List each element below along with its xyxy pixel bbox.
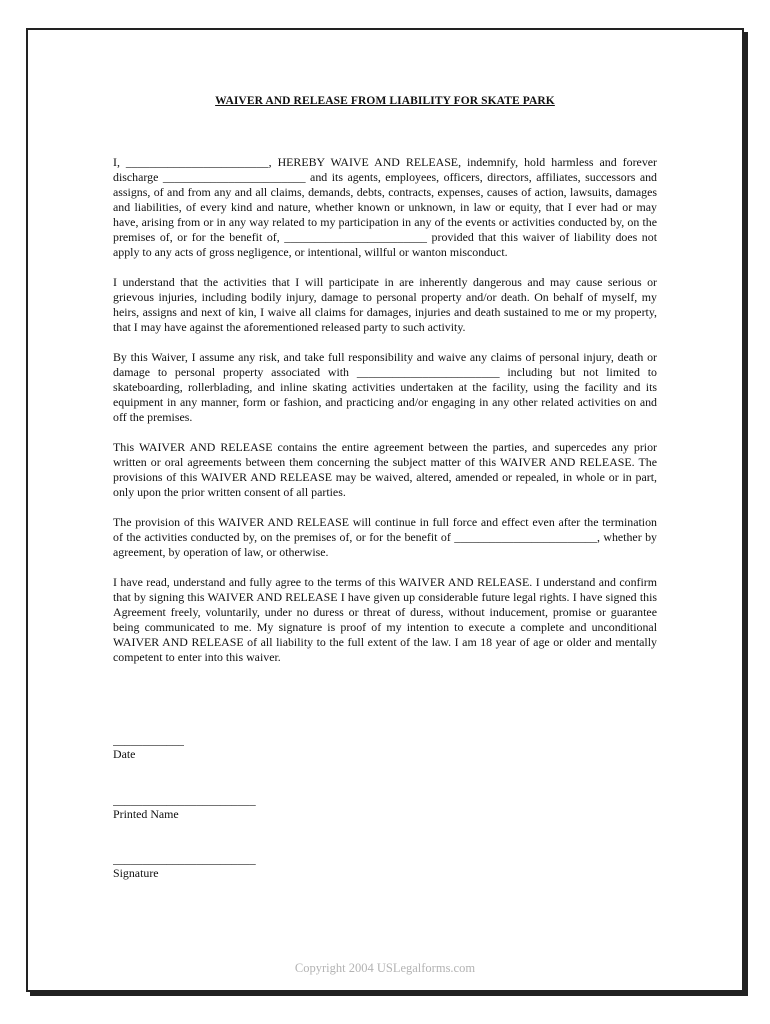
signature-line[interactable]: ________________________ bbox=[113, 852, 256, 866]
paragraph-risk-understanding: I understand that the activities that I will participate in are inherently dangerous and may cause serious or grievous injuries, including bodily injury, damage to personal property and/or death. On behalf of myself, my heirs, assigns and next of kin, I waive all claims for damages, injuries and death sustained to me or my property, that I may have against the aforementioned released party to such activity. bbox=[113, 275, 657, 334]
paragraph-entire-agreement: This WAIVER AND RELEASE contains the entire agreement between the parties, and supercedes any prior written or oral agreements between them concerning the subject matter of this WAIVER AND RELEASE. The provisions of this WAIVER AND RELEASE may be waived, altered, amended or repealed, in whole or in part, only upon the prior written consent of all parties. bbox=[113, 440, 657, 499]
paragraph-assumption-of-risk: By this Waiver, I assume any risk, and take full responsibility and waive any claims of personal injury, death or damage to personal property associated with ________________________ including but not limited to skateboarding, rollerblading, and inline skating activities undertaken at the facility, using the facility and its equipment in any manner, form or fashion, and practicing and/or engaging in any other related activities on and off the premises. bbox=[113, 350, 657, 424]
date-line[interactable]: ____________ bbox=[113, 733, 185, 747]
copyright-footer: Copyright 2004 USLegalforms.com bbox=[294, 961, 476, 975]
paragraph-survival: The provision of this WAIVER AND RELEASE will continue in full force and effect even after the termination of the activities conducted by, on the premises of, or for the benefit of ________________________, whether by agreement, by operation of law, or otherwise. bbox=[113, 515, 657, 559]
document-body bbox=[113, 155, 657, 680]
date-label: Date bbox=[113, 747, 136, 761]
printed-name-label: Printed Name bbox=[113, 807, 179, 821]
printed-name-field bbox=[113, 793, 256, 822]
signature-label: Signature bbox=[113, 866, 159, 880]
printed-name-line[interactable]: ________________________ bbox=[113, 793, 256, 807]
paragraph-release: I, ________________________, HEREBY WAIVE AND RELEASE, indemnify, hold harmless and forever discharge ________________________ and its agents, employees, officers, directors, affiliates, successors and assigns, of and from any and all claims, demands, debts, contracts, expenses, causes of action, lawsuits, damages and liabilities, of every kind and nature, whether known or unknown, in law or equity, that I ever had or may have, arising from or in any way related to my participation in any of the events or activities conducted by, on the premises of, or for the benefit of, ________________________ provided that this waiver of liability does not apply to any acts of gross negligence, or intentional, willful or wanton misconduct. bbox=[113, 155, 657, 259]
document-title: WAIVER AND RELEASE FROM LIABILITY FOR SKATE PARK bbox=[215, 95, 555, 107]
paragraph-acknowledgement: I have read, understand and fully agree to the terms of this WAIVER AND RELEASE. I understand and confirm that by signing this WAIVER AND RELEASE I have given up considerable future legal rights. I have signed this Agreement freely, voluntarily, under no duress or threat of duress, without inducement, promise or guarantee being communicated to me. My signature is proof of my intention to execute a complete and unconditional WAIVER AND RELEASE of all liability to the full extent of the law. I am 18 year of age or older and mentally competent to enter into this waiver. bbox=[113, 575, 657, 664]
date-field bbox=[113, 733, 184, 762]
signature-field bbox=[113, 852, 256, 881]
